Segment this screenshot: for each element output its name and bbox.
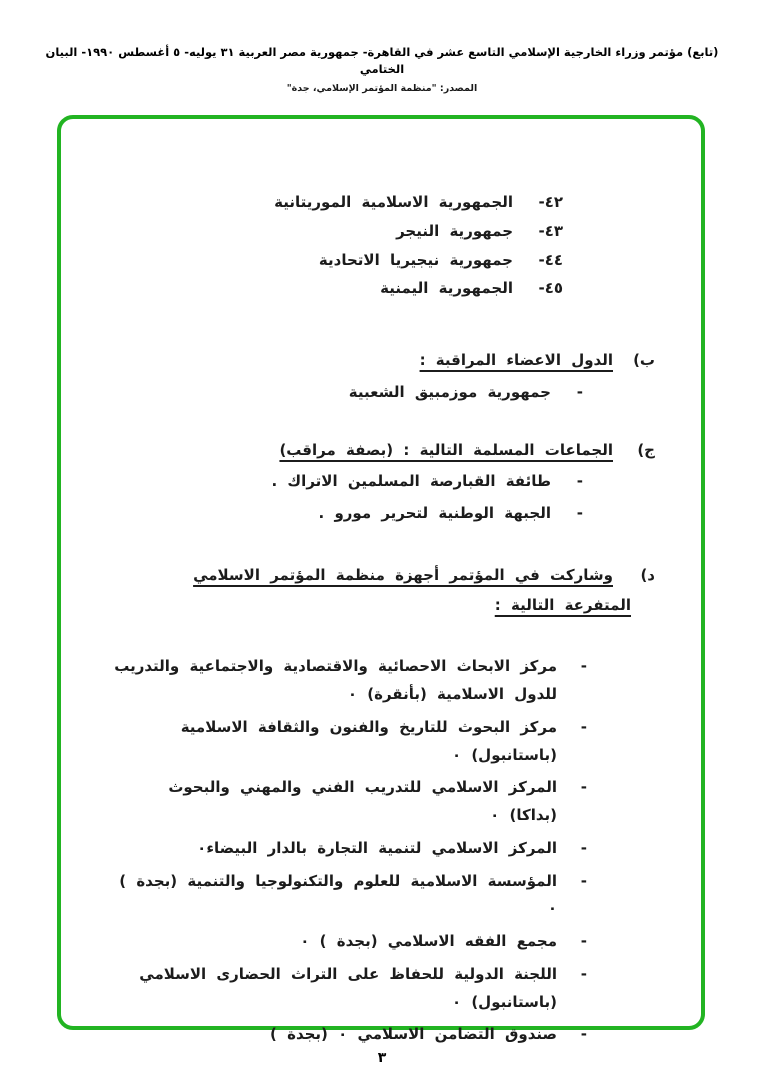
list-item-text: مركز الابحاث الاحصائية والاقتصادية والاجتماعية والتدريب للدول الاسلامية (بأنقرة) ٠ bbox=[114, 657, 557, 703]
member-number: ٤٥- bbox=[538, 279, 563, 298]
list-item bbox=[111, 218, 563, 246]
member-number: ٤٤- bbox=[538, 250, 563, 269]
list-dash: - bbox=[580, 717, 587, 736]
list-item bbox=[111, 835, 587, 863]
list-dash: - bbox=[580, 871, 587, 890]
list-item bbox=[111, 961, 587, 1017]
section-heading: الدول الاعضاء المراقبة : bbox=[419, 351, 613, 369]
section-muslim-communities bbox=[111, 437, 655, 528]
member-number: ٤٣- bbox=[538, 221, 563, 240]
list-dash: - bbox=[576, 504, 583, 522]
section-letter: ب) bbox=[633, 351, 655, 369]
list-item bbox=[111, 500, 583, 528]
member-number: ٤٢- bbox=[538, 193, 563, 211]
list-item bbox=[111, 247, 563, 275]
list-item bbox=[111, 275, 563, 303]
list-item-text: الجبهة الوطنية لتحرير مورو . bbox=[318, 504, 551, 522]
list-item bbox=[111, 1021, 587, 1049]
list-item-text: اللجنة الدولية للحفاظ على التراث الحضارى الاسلامي (باستانبول) ٠ bbox=[139, 964, 557, 1011]
list-dash: - bbox=[580, 932, 587, 950]
list-item bbox=[111, 928, 587, 956]
list-dash: - bbox=[580, 964, 587, 983]
list-item-text: طائفة القبارصة المسلمين الاتراك . bbox=[271, 472, 551, 491]
header-title: (تابع) مؤتمر وزراء الخارجية الإسلامي التاسع عشر في القاهرة- جمهورية مصر العربية ٣١ يوليه- ٥ أغسطس ١٩٩٠- البيان الختامي bbox=[45, 45, 719, 77]
list-item bbox=[111, 379, 583, 407]
section-observer-states bbox=[111, 347, 655, 407]
section-heading: الجماعات المسلمة التالية : (بصفة مراقب) bbox=[279, 440, 613, 459]
section-heading-line2: المتفرعة التالية : bbox=[494, 595, 631, 614]
section-letter: ج) bbox=[637, 440, 655, 459]
list-dash: - bbox=[576, 472, 583, 491]
list-dash: - bbox=[576, 382, 583, 401]
list-dash: - bbox=[580, 657, 587, 676]
page-number: ٣ bbox=[377, 1050, 387, 1066]
section-body bbox=[111, 437, 613, 528]
oic-organs-list bbox=[111, 653, 587, 1049]
member-name: جمهورية نيجيريا الاتحادية bbox=[318, 250, 513, 269]
scanned-document-frame bbox=[57, 115, 705, 1044]
document-header bbox=[0, 0, 764, 94]
member-states-list bbox=[111, 189, 563, 303]
header-source-line: المصدر: "منظمة المؤتمر الإسلامي، جدة" bbox=[286, 82, 478, 94]
list-item-text: صندوق التضامن الاسلامي ٠ (بجدة ) bbox=[270, 1025, 557, 1044]
list-dash: - bbox=[580, 1025, 587, 1044]
list-dash: - bbox=[580, 838, 587, 857]
list-item-text: مركز البحوث للتاريخ والفنون والثقافة الاسلامية (باستانبول) ٠ bbox=[180, 717, 557, 764]
list-item bbox=[111, 468, 583, 496]
member-name: الجمهورية الاسلامية الموريتانية bbox=[274, 193, 513, 211]
section-heading-line1: وشاركت في المؤتمر أجهزة منظمة المؤتمر الاسلامي bbox=[193, 565, 613, 584]
section-body bbox=[111, 347, 613, 407]
list-item-text: المركز الاسلامي للتدريب الفني والمهني والبحوث (بداكا) ٠ bbox=[168, 778, 557, 824]
section-body bbox=[111, 562, 631, 1054]
list-item-text: جمهورية موزمبيق الشعبية bbox=[348, 382, 551, 401]
member-name: الجمهورية اليمنية bbox=[380, 279, 513, 298]
list-item-text: مجمع الفقه الاسلامي (بجدة ) ٠ bbox=[300, 932, 557, 950]
scanned-document-content bbox=[61, 119, 701, 1054]
list-item-text: المؤسسة الاسلامية للعلوم والتكنولوجيا والتنمية (بجدة ) ٠ bbox=[119, 871, 557, 918]
list-item bbox=[111, 189, 563, 217]
list-dash: - bbox=[580, 778, 587, 797]
list-item bbox=[111, 653, 587, 709]
list-item bbox=[111, 774, 587, 830]
section-oic-organs bbox=[111, 562, 655, 1054]
section-letter: د) bbox=[640, 565, 655, 584]
list-item bbox=[111, 868, 587, 924]
list-item-text: المركز الاسلامي لتنمية التجارة بالدار البيضاء٠ bbox=[197, 838, 557, 857]
member-name: جمهورية النيجر bbox=[396, 221, 513, 240]
list-item bbox=[111, 714, 587, 770]
